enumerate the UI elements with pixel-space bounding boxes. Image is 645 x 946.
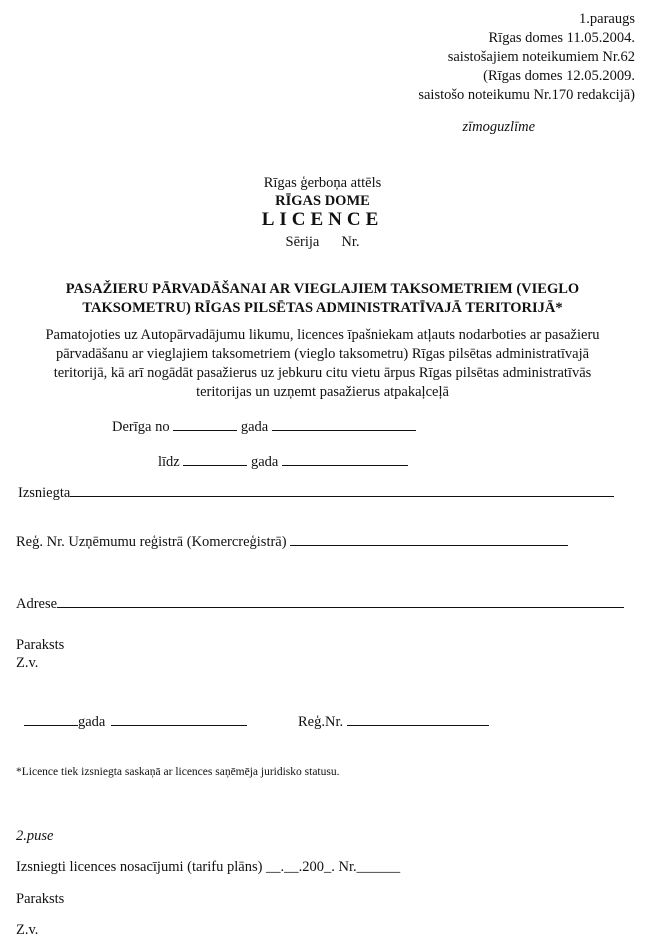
coat-of-arms-placeholder: Rīgas ģerboņa attēls (263, 175, 382, 191)
year-label: gada (78, 714, 106, 730)
reg-number-field[interactable] (347, 711, 489, 726)
address-row (16, 593, 624, 613)
conditions-date-fill[interactable]: __.__.200_. Nr.______ (266, 859, 401, 875)
valid-until-month-field[interactable] (282, 451, 408, 466)
terms-line: pārvadāšanu ar vieglajiem taksometriem (vieglo taksometru) Rīgas pilsētas administratīvajā (55, 346, 590, 362)
subject-line: TAKSOMETRU) RĪGAS PILSĒTAS ADMINISTRATĪVAJĀ TERITORIJĀ* (82, 300, 563, 316)
regulation-line: saistošajiem noteikumiem Nr.62 (447, 49, 635, 65)
side-two-seal-label: Z.v. (16, 922, 39, 938)
side-two-label: 2.puse (16, 828, 54, 844)
registration-row (16, 531, 568, 551)
issued-to-row (18, 482, 614, 502)
year-field[interactable] (24, 711, 78, 726)
reg-number-label: Reģ.Nr. (298, 714, 344, 730)
side-two-signature-label: Paraksts (16, 891, 65, 907)
date-row (24, 711, 247, 731)
regulation-line: (Rīgas domes 12.05.2009. (483, 68, 635, 84)
valid-until-date-field[interactable] (183, 451, 247, 466)
year-label: gada (251, 454, 279, 470)
address-label: Adrese (16, 596, 58, 612)
valid-until-row (158, 451, 408, 471)
subject-line: PASAŽIERU PĀRVADĀŠANAI AR VIEGLAJIEM TAKSOMETRIEM (VIEGLO (65, 281, 580, 297)
issuer-name: RĪGAS DOME (275, 193, 370, 209)
address-field[interactable] (57, 593, 624, 608)
series-number-line (0, 234, 645, 251)
footnote: *Licence tiek izsniegta saskaņā ar licences saņēmēja juridisko statusu. (16, 766, 340, 778)
registration-field[interactable] (290, 531, 568, 546)
seal-label: Z.v. (16, 655, 39, 671)
licence-terms (14, 326, 631, 402)
valid-from-label: Derīga no (112, 419, 170, 435)
conditions-row (16, 859, 400, 876)
valid-until-label: līdz (158, 454, 180, 470)
registration-label: Reģ. Nr. Uzņēmumu reģistrā (Komercreģistrā) (16, 534, 287, 550)
sample-number: 1.paraugs (579, 11, 635, 27)
reg-number-row (298, 711, 489, 731)
licence-subject (20, 280, 625, 318)
number-label: Nr. (341, 234, 360, 250)
valid-from-month-field[interactable] (272, 416, 416, 431)
issued-to-label: Izsniegta (18, 485, 71, 501)
regulation-reference (418, 10, 635, 105)
date-field[interactable] (111, 711, 247, 726)
stamp-label: zīmoguzlīme (462, 119, 535, 135)
issued-to-field[interactable] (70, 482, 614, 497)
document-title: LICENCE (261, 209, 384, 230)
regulation-line: Rīgas domes 11.05.2004. (488, 30, 635, 46)
terms-line: teritorijas un uzņemt pasažierus atpakaļceļā (196, 384, 449, 400)
regulation-line: saistošo noteikumu Nr.170 redakcijā) (418, 87, 635, 103)
signature-label: Paraksts (16, 637, 65, 653)
year-label: gada (240, 419, 269, 435)
valid-from-date-field[interactable] (173, 416, 237, 431)
series-label: Sērija (285, 234, 320, 250)
terms-line: Pamatojoties uz Autopārvadājumu likumu, licences īpašniekam atļauts nodarboties ar pasažieru (45, 327, 600, 343)
valid-from-row (112, 416, 416, 436)
terms-line: teritorijā, kā arī nogādāt pasažierus uz jebkuru citu vietu ārpus Rīgas pilsētas administratīvās (53, 365, 592, 381)
conditions-label: Izsniegti licences nosacījumi (tarifu plāns) (16, 859, 263, 875)
